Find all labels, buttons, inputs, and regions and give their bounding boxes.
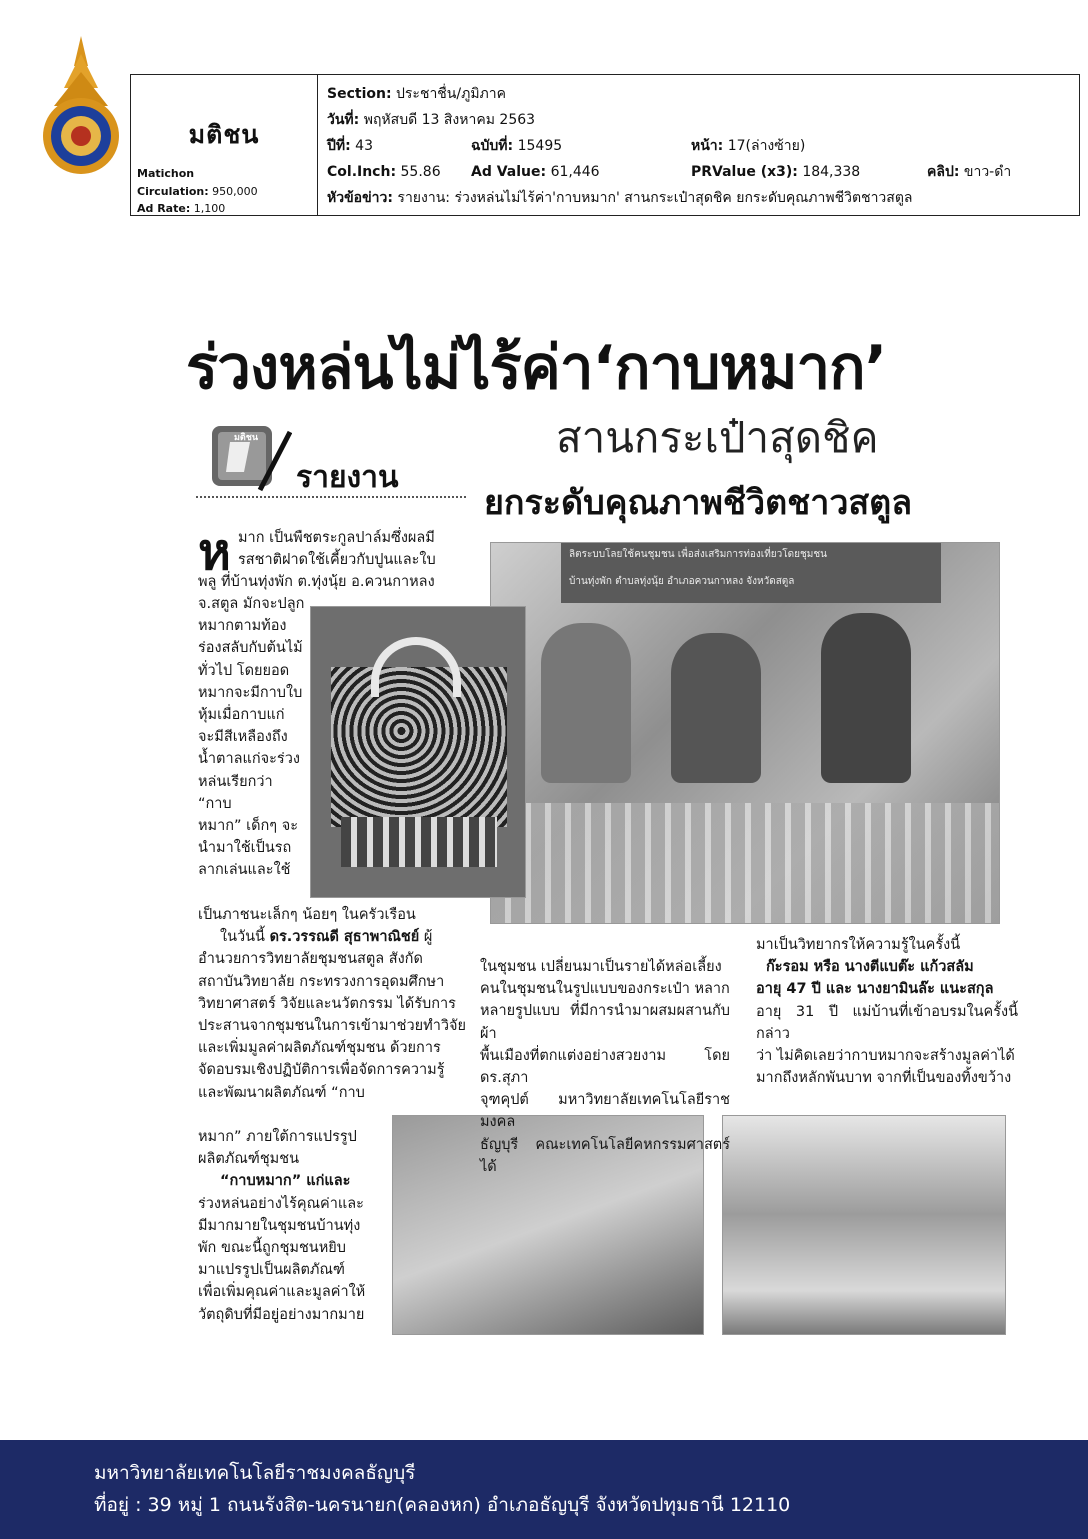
article-subhead-2: ยกระดับคุณภาพชีวิตชาวสตูล xyxy=(484,483,913,523)
newspaper-name: มติชน xyxy=(188,120,260,149)
divider-dotted xyxy=(196,496,466,498)
text-line: มาเป็นวิทยากรให้ความรู้ในครั้งนี้ xyxy=(756,937,961,953)
dropcap: ห xyxy=(198,523,231,581)
text-line: ในชุมชน เปลี่ยนมาเป็นรายได้หล่อเลี้ยง xyxy=(480,959,722,975)
footer-university-name: มหาวิทยาลัยเทคโนโลยีราชมงคลธัญบุรี xyxy=(94,1462,416,1484)
col3-text xyxy=(756,934,1018,1089)
text-line: อำนวยการวิทยาลัยชุมชนสตูล สังกัด xyxy=(198,951,423,968)
circulation: Circulation: 950,000 xyxy=(137,185,258,198)
photo-bags-display xyxy=(722,1115,1006,1335)
text-line: มาก เป็นพืชตระกูลปาล์มซึ่งผลมี xyxy=(238,530,435,546)
article-subhead-1: สานกระเป๋าสุดชิค xyxy=(556,413,879,462)
text-line: หมาก” ภายใต้การแปรรูป xyxy=(198,1129,357,1145)
text-line: หมากตามท้อง xyxy=(198,618,287,635)
issue-field: ฉบับที่: 15495 xyxy=(471,138,563,154)
text-line: น้ำตาลแก่จะร่วง xyxy=(198,751,300,768)
text-line: ว่า ไม่คิดเลยว่ากาบหมากจะสร้างมูลค่าได้ xyxy=(756,1048,1015,1065)
col1-narrow-text xyxy=(198,593,310,882)
page-field: หน้า: 17(ล่างซ้าย) xyxy=(691,138,806,154)
col1-narrow-bottom xyxy=(198,1126,380,1326)
text-line: จ.สตูล มักจะปลูก xyxy=(198,596,305,612)
text-line: สถาบันวิทยาลัย กระทรวงการอุดมศึกษา xyxy=(198,973,445,990)
photo-patterned-bag xyxy=(310,606,526,898)
text-line: ร่องสลับกับต้นไม้ xyxy=(198,640,303,657)
prvalue-field: PRValue (x3): 184,338 xyxy=(691,164,861,180)
section-row: Section: ประชาชื่น/ภูมิภาค xyxy=(327,86,507,102)
footer-bar xyxy=(0,1440,1088,1539)
text-line: นำมาใช้เป็นรถ xyxy=(198,840,292,857)
text-line: มากถึงหลักพันบาท จากที่เป็นของทิ้งขว้าง xyxy=(756,1070,1012,1087)
university-logo xyxy=(36,36,126,176)
text-line: พัก ขณะนี้ถูกชุมชนหยิบ xyxy=(198,1240,346,1257)
newspaper-panel xyxy=(131,75,318,215)
clipping-info-box xyxy=(130,74,1080,216)
text-line: รสชาติฝาดใช้เคี้ยวกับปูนและใบ xyxy=(238,552,436,569)
colinch-field: Col.Inch: 55.86 xyxy=(327,164,441,180)
text-line: ประสานจากชุมชนในการเข้ามาช่วยทำวิจัย xyxy=(198,1018,466,1035)
text-line: มีมากมายในชุมชนบ้านทุ่ง xyxy=(198,1217,361,1234)
col1-intro-line3 xyxy=(198,571,466,593)
col2-text xyxy=(480,956,730,1178)
text-line: วัตถุดิบที่มีอยู่อย่างมากมาย xyxy=(198,1306,365,1323)
text-line: ในวันนี้ ดร.วรรณดี สุธาพาณิชย์ ผู้ xyxy=(220,929,433,946)
text-line: หุ้มเมื่อกาบแก่ xyxy=(198,707,285,724)
text-line: และพัฒนาผลิตภัณฑ์ “กาบ xyxy=(198,1084,365,1101)
text-line: คนในชุมชนในรูปแบบของกระเป๋า หลาก xyxy=(480,981,730,998)
text-line: หมากจะมีกาบใบ xyxy=(198,684,303,701)
col1-intro-wide xyxy=(238,527,466,571)
text-line: และเพิ่มมูลค่าผลิตภัณฑ์ชุมชน ด้วยการ xyxy=(198,1040,441,1057)
text-line: ลากเล่นและใช้ xyxy=(198,862,291,879)
newspaper-name-en: Matichon xyxy=(137,167,195,180)
ad-rate: Ad Rate: 1,100 xyxy=(137,202,226,215)
text-line: ผลิตภัณฑ์ชุมชน xyxy=(198,1151,299,1168)
advalue-field: Ad Value: 61,446 xyxy=(471,164,600,180)
text-line: เป็นภาชนะเล็กๆ น้อยๆ ในครัวเรือน xyxy=(198,907,416,923)
report-icon-label: มติชน xyxy=(234,433,259,443)
photo-women-with-bags xyxy=(490,542,1000,924)
article-headline: ร่วงหล่นไม่ไร้ค่า‘กาบหมาก’ xyxy=(186,333,887,403)
text-line: หล่นเรียกว่า “กาบ xyxy=(198,773,273,812)
text-line: ทั่วไป โดยยอด xyxy=(198,662,290,679)
text-line: ธัญบุรี คณะเทคโนโลยีคหกรรมศาสตร์ ได้ xyxy=(480,1136,730,1175)
text-line: มาแปรรูปเป็นผลิตภัณฑ์ xyxy=(198,1262,345,1279)
date-row: วันที่: พฤหัสบดี 13 สิงหาคม 2563 xyxy=(327,112,536,128)
footer-address: ที่อยู่ : 39 หมู่ 1 ถนนรังสิต-นครนายก(คลองหก) อำเภอธัญบุรี จังหวัดปทุมธานี 12110 xyxy=(94,1494,791,1516)
text-line: วิทยาศาสตร์ วิจัยและนวัตกรรม ได้รับการ xyxy=(198,995,456,1012)
text-line: เพื่อเพิ่มคุณค่าและมูลค่าให้ xyxy=(198,1284,366,1301)
text-line: ก๊ะรอม หรือ นางตีแบต๊ะ แก้วสลัม xyxy=(766,959,974,976)
text-line: ร่วงหล่นอย่างไร้คุณค่าและ xyxy=(198,1195,364,1212)
col1-text-continued xyxy=(198,904,466,1104)
year-field: ปีที่: 43 xyxy=(327,138,373,154)
text-line: จะมีสีเหลืองถึง xyxy=(198,729,288,746)
clip-field: คลิป: ขาว-ดำ xyxy=(927,164,1012,180)
text-line: อายุ 31 ปี แม่บ้านที่เข้าอบรมในครั้งนี้ กล่าว xyxy=(756,1003,1018,1042)
report-label: รายงาน xyxy=(296,460,399,495)
photo-banner-line2: บ้านทุ่งพัก ตำบลทุ่งนุ้ย อำเภอควนกาหลง จังหวัดสตูล xyxy=(569,576,795,587)
text-line: อายุ 47 ปี และ นางยามินล๊ะ แนะสกุล xyxy=(756,981,994,998)
text-line: พลู ที่บ้านทุ่งพัก ต.ทุ่งนุ้ย อ.ควนกาหลง xyxy=(198,574,435,590)
text-line: หมาก” เด็กๆ จะ xyxy=(198,818,298,835)
text-line: หลายรูปแบบ ที่มีการนำมาผสมผสานกับผ้า xyxy=(480,1003,730,1042)
text-line: จัดอบรมเชิงปฏิบัติการเพื่อจัดการความรู้ xyxy=(198,1062,445,1079)
headline-row: หัวข้อข่าว: รายงาน: ร่วงหล่นไม่ไร้ค่า'กาบหมาก' สานกระเป๋าสุดชิค ยกระดับคุณภาพชีวิตชาวสตูล xyxy=(327,190,913,206)
text-line: “กาบหมาก” แก่และ xyxy=(220,1173,351,1190)
text-line: พื้นเมืองที่ตกแต่งอย่างสวยงาม โดย ดร.สุภา xyxy=(480,1047,730,1087)
text-line: จุฑคุปต์ มหาวิทยาลัยเทคโนโลยีราชมงคล xyxy=(480,1092,730,1131)
report-pen-icon xyxy=(210,422,292,492)
photo-banner-line1: ลิตระบบโลยใช้คนชุมชน เพื่อส่งเสริมการท่องเที่ยวโดยชุมชน xyxy=(569,549,828,560)
